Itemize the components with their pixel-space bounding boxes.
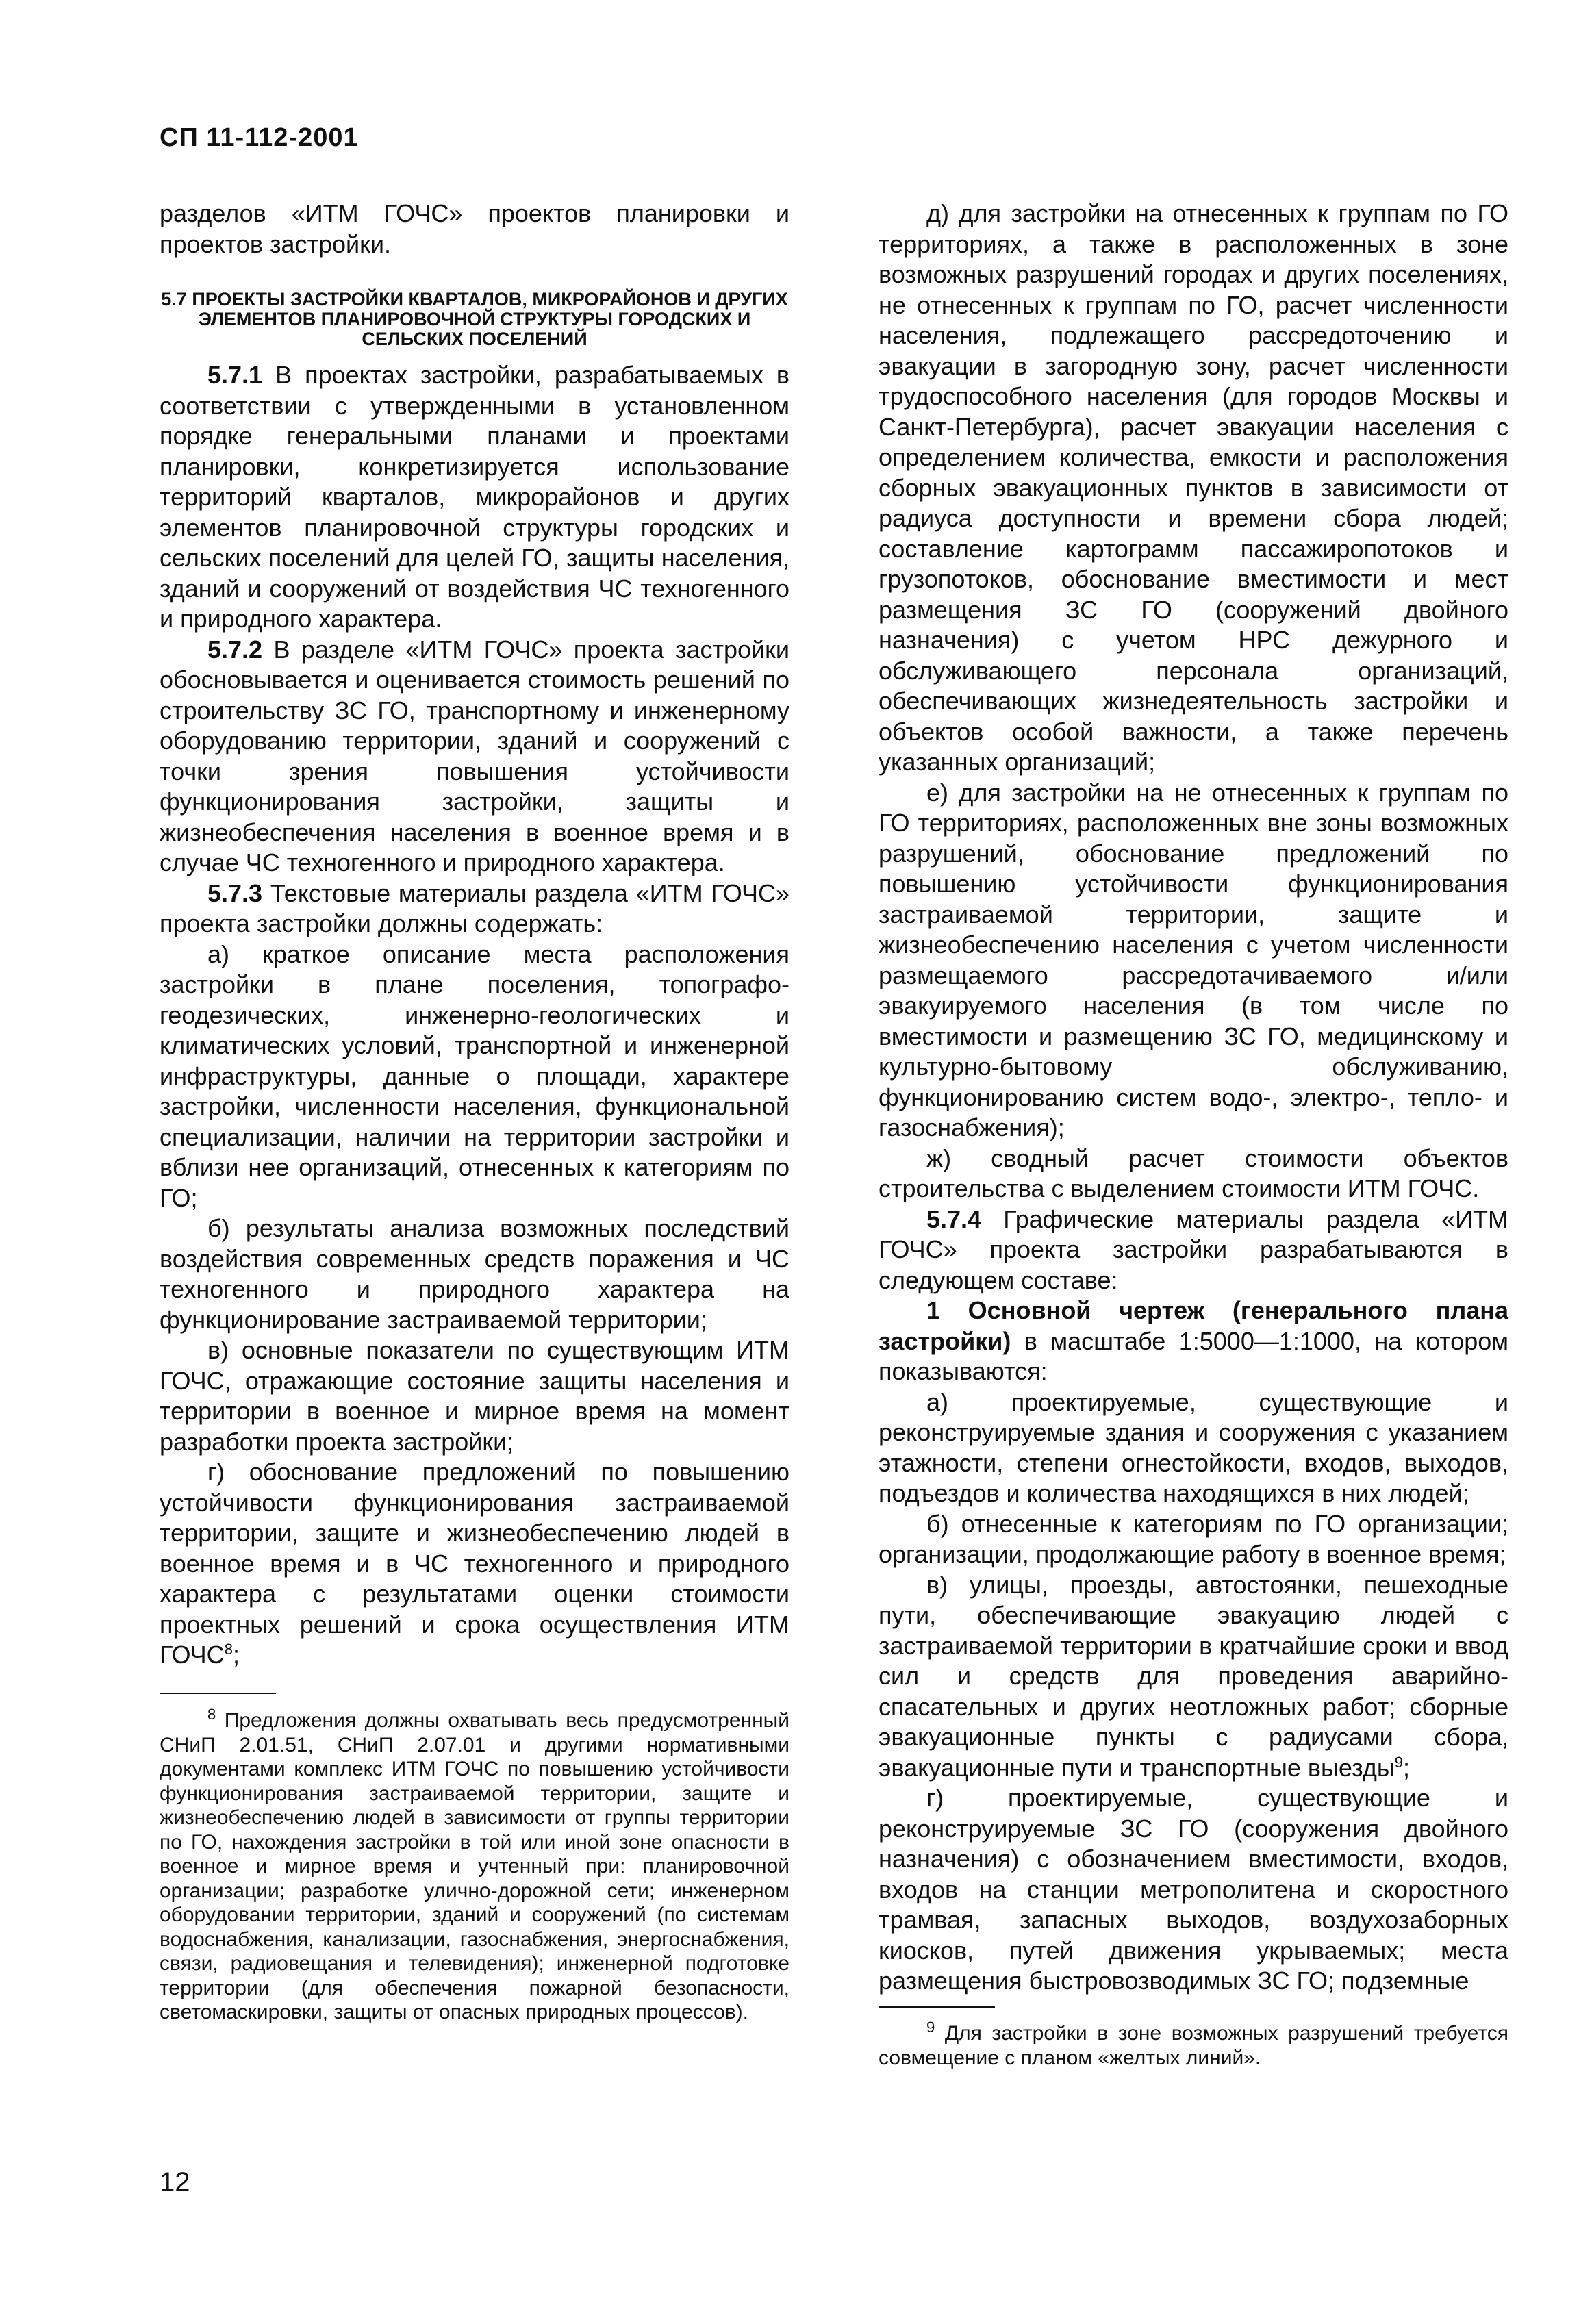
footnote-ref: 9 <box>1394 1753 1403 1771</box>
page-number: 12 <box>160 2167 190 2197</box>
left-column <box>160 199 789 1671</box>
drawing-list-item-v <box>879 1570 1508 1784</box>
list-item-v: в) основные показатели по существующим ИТМ ГОЧС, отражающие состояние защиты населения и территории в военное и мирное время на момент разработки проекта застройки; <box>160 1336 789 1456</box>
clause-5-7-1 <box>160 360 789 635</box>
footnote-divider <box>879 2006 995 2008</box>
footnote-8 <box>160 1708 789 2025</box>
footnote-number: 8 <box>207 1706 216 1723</box>
drawing-list-item-b: б) отнесенные к категориям по ГО организации; организации, продолжающие работу в военное время; <box>879 1509 1508 1568</box>
list-item-zh: ж) сводный расчет стоимости объектов строительства с выделением стоимости ИТМ ГОЧС. <box>879 1144 1508 1202</box>
clause-number: 5.7.3 <box>207 879 263 907</box>
footnote-9 <box>879 2021 1508 2070</box>
list-item-end: ; <box>1403 1753 1411 1782</box>
drawing-text: в масштабе 1:5000—1:1000, на котором показываются: <box>879 1326 1508 1385</box>
footnote-number: 9 <box>926 2019 935 2036</box>
list-item-a: а) краткое описание места расположения застройки в плане поселения, топографо-геодезических, инженерно-геологических и климатических условий, транспортной и инженерной инфраструктуры, данные о площади, характере застройки, численности населения, функциональной специализации, наличии на территории застройки и вблизи нее организаций, отнесенных к категориям по ГО; <box>160 939 789 1212</box>
drawing-item-1 <box>879 1296 1508 1387</box>
footnote-text: Для застройки в зоне возможных разрушений требуется совмещение с планом «желтых линий». <box>879 2022 1508 2069</box>
list-item-g <box>160 1457 789 1671</box>
clause-text: В проектах застройки, разрабатываемых в соответствии с утвержденными в установленном порядке генеральными планами и проектами планировки, конкретизируется использование территорий кварталов, микрорайонов и других элементов планировочной структуры городских и сельских поселений для целей ГО, защиты населения, зданий и сооружений от воздействия ЧС техногенного и природного характера. <box>160 361 789 633</box>
clause-number: 5.7.4 <box>926 1204 982 1233</box>
footnote-text: Предложения должны охватывать весь предусмотренный СНиП 2.01.51, СНиП 2.07.01 и другими нормативными документами комплекс ИТМ ГОЧС по повышению устойчивости функционирования застраиваемой территории, защите и жизнеобеспечению людей в зависимости от группы территории по ГО, нахождения застройки в той или иной зоне опасности в военное и мирное время и учтенный при: планировочной организации; разработке улично-дорожной сети; инженерном оборудовании территории, зданий и сооружений (по системам водоснабжения, канализации, газоснабжения, энергоснабжения, связи, радиовещания и телевидения); инженерной подготовке территории (для обеспечения пожарной безопасности, светомаскировки, защиты от опасных природных процессов). <box>160 1709 789 2023</box>
list-item-b: б) результаты анализа возможных последствий воздействия современных средств поражения и ЧС техногенного и природного характера на функционирование застраиваемой территории; <box>160 1214 789 1334</box>
clause-5-7-2 <box>160 635 789 879</box>
clause-text: В разделе «ИТМ ГОЧС» проекта застройки обосновывается и оценивается стоимость решений по строительству ЗС ГО, транспортному и инженерному оборудованию территории, зданий и сооружений с точки зрения повышения устойчивости функционирования застройки, защиты и жизнеобеспечения населения в военное время и в случае ЧС техногенного и природного характера. <box>160 635 789 876</box>
paragraph-continued: разделов «ИТМ ГОЧС» проектов планировки и проектов застройки. <box>160 199 789 258</box>
clause-5-7-3 <box>160 879 789 939</box>
footnote-ref: 8 <box>224 1641 233 1658</box>
section-title: 5.7 ПРОЕКТЫ ЗАСТРОЙКИ КВАРТАЛОВ, МИКРОРАЙОНОВ И ДРУГИХ ЭЛЕМЕНТОВ ПЛАНИРОВОЧНОЙ СТРУКТУРЫ ГОРОДСКИХ И СЕЛЬСКИХ ПОСЕЛЕНИЙ <box>161 289 788 349</box>
list-item-end: ; <box>232 1641 240 1669</box>
list-item-d: д) для застройки на отнесенных к группам по ГО территориях, а также в расположенных в зоне возможных разрушений городах и других поселениях, не отнесенных к группам по ГО, расчет численности населения, подлежащего рассредоточению и эвакуации в загородную зону, расчет численности трудоспособного населения (для городов Москвы и Санкт-Петербурга), расчет эвакуации населения с определением количества, емкости и расположения сборных эвакуационных пунктов в зависимости от радиуса доступности и времени сбора людей; составление картограмм пассажиропотоков и грузопотоков, обоснование вместимости и мест размещения ЗС ГО (сооружений двойного назначения) с учетом НРС дежурного и обслуживающего персонала организаций, обеспечивающих жизнедеятельность застройки и объектов особой важности, а также перечень указанных организаций; <box>879 199 1508 776</box>
document-code-header: СП 11-112-2001 <box>160 123 359 152</box>
right-column <box>879 199 1508 1997</box>
clause-number: 5.7.2 <box>207 635 263 664</box>
drawing-title: 1 Основной чертеж (генерального плана застройки) <box>879 1296 1508 1355</box>
clause-number: 5.7.1 <box>207 361 263 389</box>
list-item-text: в) улицы, проезды, автостоянки, пешеходные пути, обеспечивающие эвакуацию людей с застраиваемой территории в кратчайшие сроки и ввод сил и средств для проведения аварийно-спасательных и других неотложных работ; сборные эвакуационные пункты с радиусами сбора, эвакуационные пути и транспортные выезды <box>879 1570 1508 1782</box>
clause-5-7-4 <box>879 1204 1508 1296</box>
clause-text: Графические материалы раздела «ИТМ ГОЧС» проекта застройки разрабатываются в следующем составе: <box>879 1204 1508 1294</box>
footnote-divider <box>160 1693 276 1694</box>
drawing-list-item-a: а) проектируемые, существующие и реконструируемые здания и сооружения с указанием этажности, степени огнестойкости, входов, выходов, подъездов и количества находящихся в них людей; <box>879 1387 1508 1507</box>
list-item-e: е) для застройки на не отнесенных к группам по ГО территориях, расположенных вне зоны возможных разрушений, обоснование предложений по повышению устойчивости функционирования застраиваемой территории, защите и жизнеобеспечению населения с учетом численности размещаемого рассредотачиваемого и/или эвакуируемого населения (в том числе по вместимости и размещению ЗС ГО, медицинскому и культурно-бытовому обслуживанию, функционированию систем водо-, электро-, тепло- и газоснабжения); <box>879 778 1508 1141</box>
list-item-text: г) обоснование предложений по повышению устойчивости функционирования застраиваемой территории, защите и жизнеобеспечению людей в военное время и в ЧС техногенного и природного характера с результатами оценки стоимости проектных решений и срока осуществления ИТМ ГОЧС <box>160 1458 789 1669</box>
clause-text: Текстовые материалы раздела «ИТМ ГОЧС» проекта застройки должны содержать: <box>160 879 789 937</box>
drawing-list-item-g: г) проектируемые, существующие и реконструируемые ЗС ГО (сооружения двойного назначения) с обозначением вместимости, входов, входов на станции метрополитена и скоростного трамвая, запасных выходов, воздухозаборных киосков, путей движения укрываемых; места размещения быстровозводимых ЗС ГО; подземные <box>879 1784 1508 1995</box>
